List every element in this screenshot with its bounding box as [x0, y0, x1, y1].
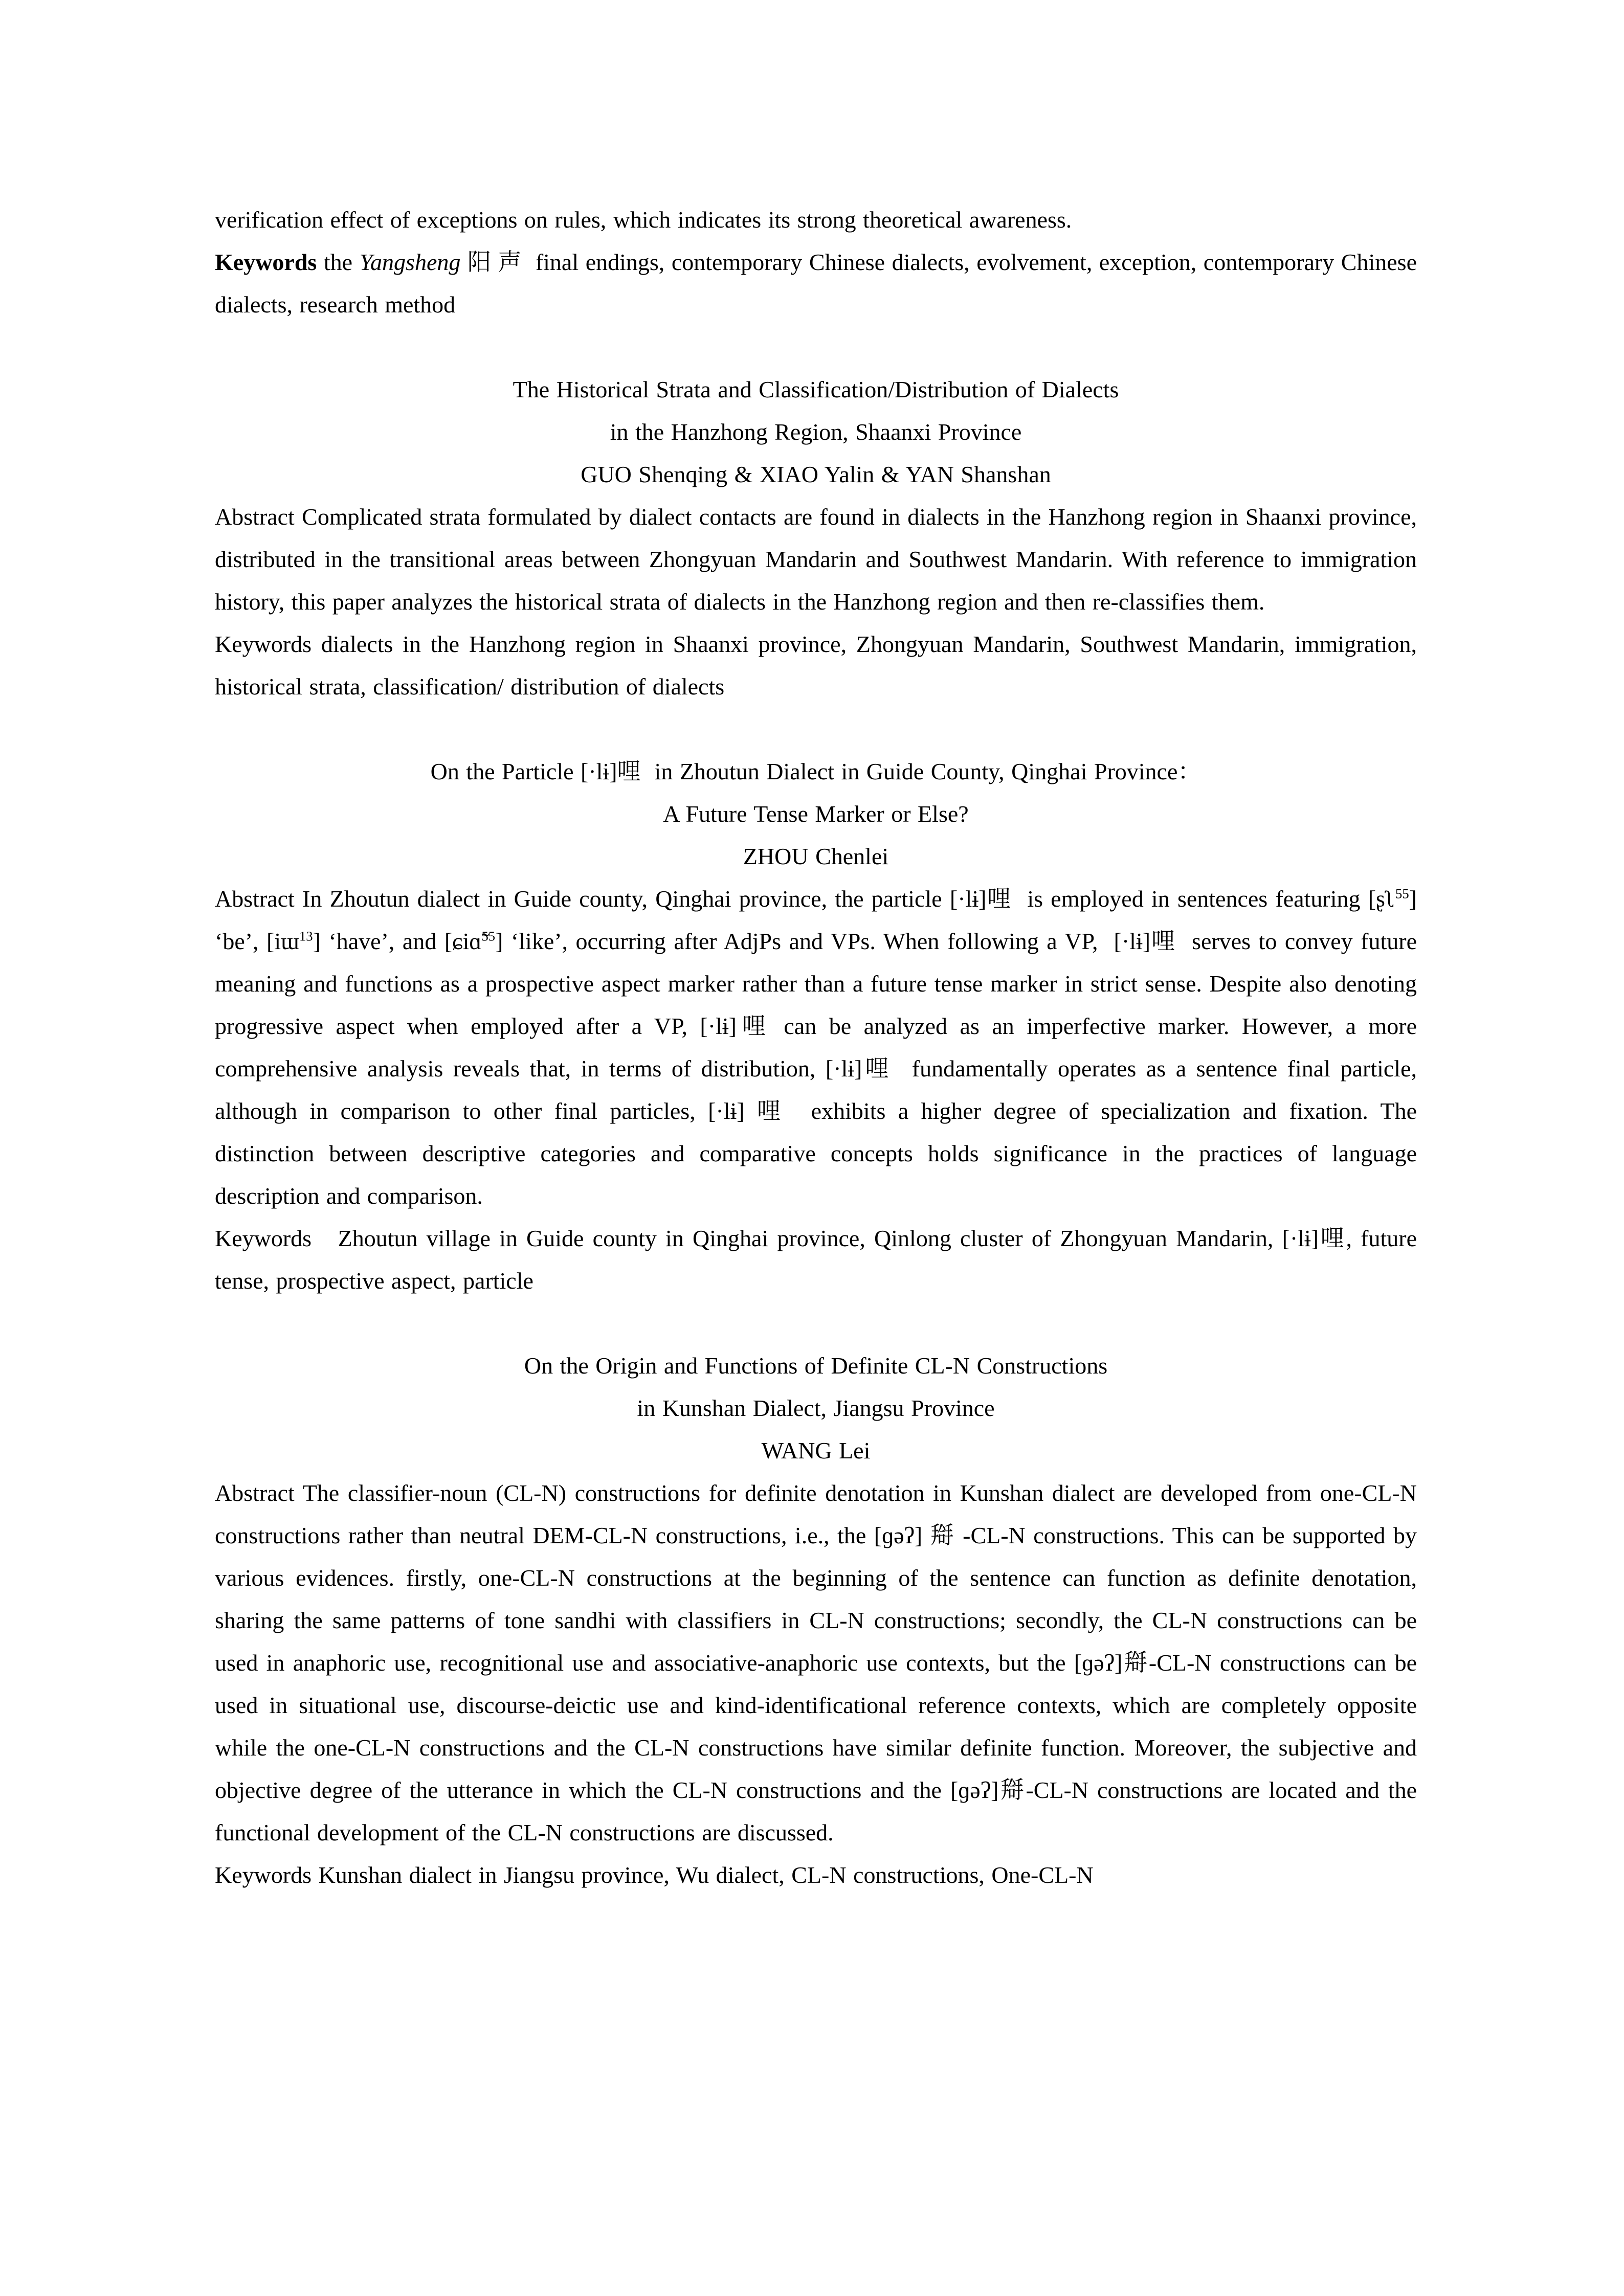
- article-authors: ZHOU Chenlei: [743, 843, 889, 869]
- keywords-paragraph: Keywords the Yangsheng 阳 声 final endings, contemporary Chinese dialects, evolvement, exception, contemporary Chinese dialects, research method: [215, 249, 1417, 318]
- article-title: On the Particle [·lɨ]哩 in Zhoutun Dialect in Guide County, Qinghai Province：: [430, 758, 1202, 784]
- document-page: [215, 198, 1417, 1896]
- article-authors: WANG Lei: [761, 1437, 871, 1464]
- article-title: The Historical Strata and Classification/Distribution of Dialects: [513, 376, 1119, 402]
- article-authors: GUO Shenqing & XIAO Yalin & YAN Shanshan: [581, 461, 1051, 487]
- keywords-paragraph: Keywords dialects in the Hanzhong region in Shaanxi province, Zhongyuan Mandarin, Southwest Mandarin, immigration, historical strata, classification/ distribution of dialects: [215, 631, 1417, 700]
- article-title-line2: in Kunshan Dialect, Jiangsu Province: [637, 1395, 995, 1421]
- article-title-line2: in the Hanzhong Region, Shaanxi Province: [610, 419, 1022, 445]
- abstract-paragraph: Abstract In Zhoutun dialect in Guide county, Qinghai province, the particle [·lɨ]哩 is employed in sentences featuring [ʂʅ$^{55}$] ‘be’, [iɯ$^{13}$] ‘have’, and [ɕiɑ̃$^{55}$] ‘like’, occurring after AdjPs and VPs. When following a VP, [·lɨ]哩 serves to convey future meaning and functions as a prospective aspect marker rather than a future tense marker in strict sense. Despite also denoting progressive aspect when employed after a VP, [·lɨ]哩 can be analyzed as an imperfective marker. However, a more comprehensive analysis reveals that, in terms of distribution, [·lɨ]哩 fundamentally operates as a sentence final particle, although in comparison to other final particles, [·lɨ] 哩 exhibits a higher degree of specialization and fixation. The distinction between descriptive categories and comparative concepts holds significance in the practices of language description and comparison.: [215, 886, 1417, 1209]
- keywords-paragraph: Keywords Kunshan dialect in Jiangsu province, Wu dialect, CL-N constructions, One-CL-N: [215, 1862, 1094, 1888]
- abstract-paragraph: Abstract The classifier-noun (CL-N) constructions for definite denotation in Kunshan dialect are developed from one-CL-N constructions rather than neutral DEM-CL-N constructions, i.e., the [ɡəʔ] 搿 -CL-N constructions. This can be supported by various evidences. firstly, one-CL-N constructions at the beginning of the sentence can function as definite denotation, sharing the same patterns of tone sandhi with classifiers in CL-N constructions; secondly, the CL-N constructions can be used in anaphoric use, recognitional use and associative-anaphoric use contexts, but the [ɡəʔ]搿-CL-N constructions can be used in situational use, discourse-deictic use and kind-identificational reference contexts, which are completely opposite while the one-CL-N constructions and the CL-N constructions have similar definite function. Moreover, the subjective and objective degree of the utterance in which the CL-N constructions and the [ɡəʔ]搿-CL-N constructions are located and the functional development of the CL-N constructions are discussed.: [215, 1480, 1417, 1845]
- article-title: On the Origin and Functions of Definite CL-N Constructions: [524, 1353, 1108, 1379]
- abstract-continuation-text: verification effect of exceptions on rules, which indicates its strong theoretical awareness.: [215, 207, 1072, 233]
- keywords-paragraph: Keywords Zhoutun village in Guide county in Qinghai province, Qinlong cluster of Zhongyuan Mandarin, [·lɨ]哩, future tense, prospective aspect, particle: [215, 1225, 1417, 1294]
- article-title-line2: A Future Tense Marker or Else?: [663, 801, 969, 827]
- abstract-paragraph: Abstract Complicated strata formulated by dialect contacts are found in dialects in the Hanzhong region in Shaanxi province, distributed in the transitional areas between Zhongyuan Mandarin and Southwest Mandarin. With reference to immigration history, this paper analyzes the historical strata of dialects in the Hanzhong region and then re-classifies them.: [215, 504, 1417, 615]
